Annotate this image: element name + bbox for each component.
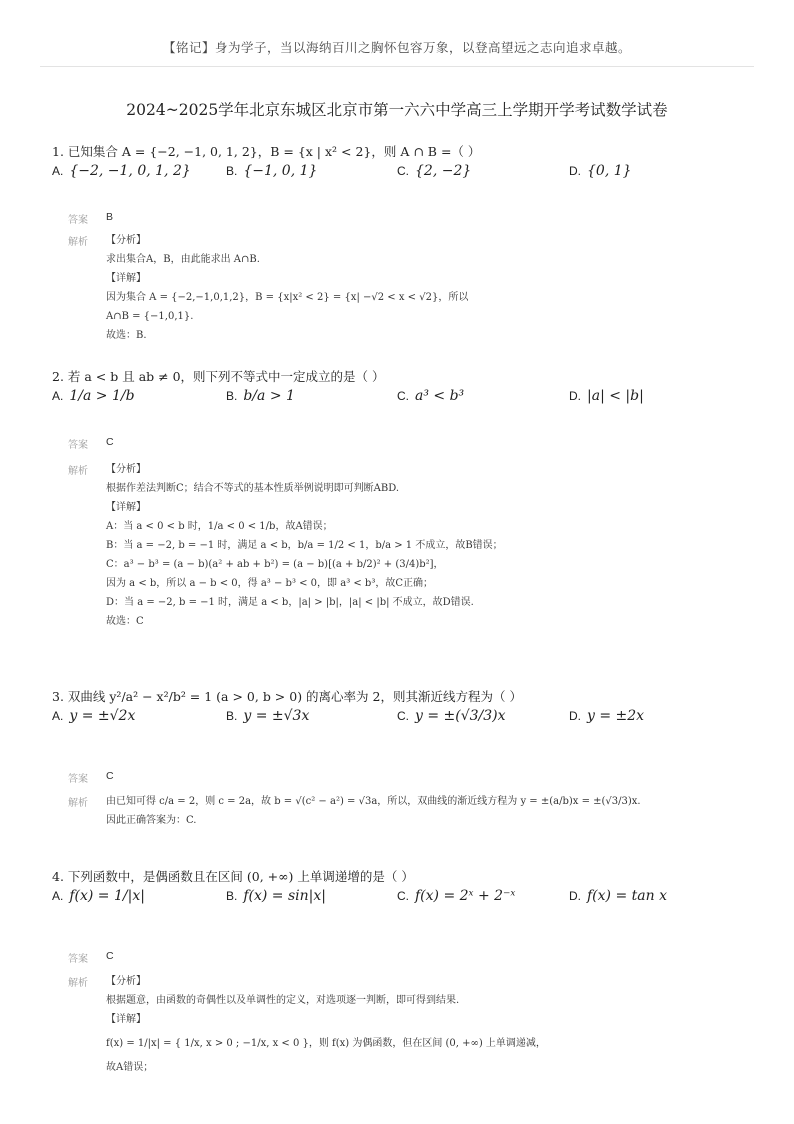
explanation (106, 792, 706, 830)
explanation (106, 972, 706, 1077)
question-1 (52, 143, 752, 341)
options-row (52, 163, 752, 203)
explanation-line: 【详解】 (106, 1014, 146, 1025)
explanation-line: C：a³ − b³ = (a − b)(a² + ab + b²) = (a − b)[(a + b/2)² + (3/4)b²]， (106, 559, 444, 570)
option-value: a³ < b³ (415, 388, 465, 404)
analysis-tag: 解析 (68, 237, 88, 248)
explanation (106, 460, 706, 631)
explanation-line: B：当 a = −2, b = −1 时，满足 a < b，b/a = 1/2 < 1，b/a > 1 不成立，故B错误； (106, 540, 503, 551)
option-a (52, 388, 135, 404)
option-value: 1/a > 1/b (69, 388, 135, 404)
explanation-line: 故选：C (106, 616, 144, 627)
header-divider (40, 66, 754, 67)
option-b (226, 708, 309, 724)
question-3 (52, 688, 752, 826)
option-value: y = ±(√3/3)x (415, 708, 506, 724)
explanation-line: 由已知可得 c/a = 2，则 c = 2a，故 b = √(c² − a²) = √3a，所以，双曲线的渐近线方程为 y = ±(a/b)x = ±(√3/3)x. (106, 796, 641, 807)
option-value: {0, 1} (587, 163, 632, 179)
option-label: D. (569, 164, 581, 178)
option-a (52, 708, 135, 724)
options-row (52, 388, 752, 428)
option-a (52, 888, 145, 904)
option-value: {2, −2} (415, 163, 472, 179)
explanation-line: 根据题意，由函数的奇偶性以及单调性的定义，对选项逐一判断，即可得到结果. (106, 995, 460, 1006)
question-stem: 4. 下列函数中，是偶函数且在区间 (0, +∞) 上单调递增的是（ ） (52, 869, 414, 884)
explanation-line: f(x) = 1/|x| = { 1/x, x > 0 ; −1/x, x < 0 }，则 f(x) 为偶函数，但在区间 (0, +∞) 上单调递减， (106, 1038, 546, 1049)
motto-banner: 【铭记】身为学子，当以海纳百川之胸怀包容万象，以登高望远之志向追求卓越。 (162, 40, 631, 55)
option-label: B. (226, 889, 238, 903)
explanation-line: 【分析】 (106, 976, 146, 987)
option-label: C. (397, 164, 409, 178)
options-row (52, 888, 752, 928)
option-c (397, 388, 464, 404)
explanation-line: A：当 a < 0 < b 时，1/a < 0 < 1/b，故A错误； (106, 521, 333, 532)
option-value: b/a > 1 (243, 388, 295, 404)
answer-tag: 答案 (68, 215, 88, 226)
option-label: B. (226, 164, 238, 178)
explanation-line: 故选：B. (106, 330, 147, 341)
question-stem: 1. 已知集合 A = {−2, −1, 0, 1, 2}，B = {x | x² < 2}，则 A ∩ B =（ ） (52, 144, 481, 159)
question-2 (52, 368, 752, 627)
option-value: y = ±√2x (69, 708, 136, 724)
explanation-line: 【详解】 (106, 273, 146, 284)
explanation (106, 231, 706, 345)
option-d (569, 388, 644, 404)
answer-value: B (106, 211, 114, 223)
option-a (52, 163, 191, 179)
option-label: C. (397, 389, 409, 403)
explanation-line: 【详解】 (106, 502, 146, 513)
question-stem: 3. 双曲线 y²/a² − x²/b² = 1 (a > 0, b > 0) 的离心率为 2，则其渐近线方程为（ ） (52, 689, 522, 704)
option-label: B. (226, 389, 238, 403)
answer-value: C (106, 950, 114, 962)
option-value: y = ±2x (587, 708, 645, 724)
explanation-line: 因为 a < b，所以 a − b < 0，得 a³ − b³ < 0，即 a³ < b³，故C正确； (106, 578, 433, 589)
answer-value: C (106, 436, 114, 448)
analysis-tag: 解析 (68, 978, 88, 989)
option-value: f(x) = sin|x| (243, 888, 326, 904)
option-d (569, 888, 667, 904)
option-label: A. (52, 889, 64, 903)
question-stem: 2. 若 a < b 且 ab ≠ 0，则下列不等式中一定成立的是（ ） (52, 369, 385, 384)
option-c (397, 163, 471, 179)
explanation-line: 因为集合 A = {−2,−1,0,1,2}，B = {x|x² < 2} = {x| −√2 < x < √2}，所以 (106, 292, 469, 303)
explanation-line: 求出集合A，B，由此能求出 A∩B. (106, 254, 260, 265)
option-c (397, 708, 506, 724)
option-label: D. (569, 389, 581, 403)
option-value: {−1, 0, 1} (243, 163, 318, 179)
option-label: B. (226, 709, 238, 723)
explanation-line: D：当 a = −2, b = −1 时，满足 a < b，|a| > |b|，|a| < |b| 不成立，故D错误. (106, 597, 474, 608)
option-value: y = ±√3x (243, 708, 310, 724)
option-label: D. (569, 889, 581, 903)
analysis-tag: 解析 (68, 798, 88, 809)
option-value: f(x) = tan x (587, 888, 667, 904)
option-d (569, 708, 644, 724)
answer-tag: 答案 (68, 440, 88, 451)
explanation-line: 【分析】 (106, 464, 146, 475)
explanation-line: 根据作差法判断C；结合不等式的基本性质举例说明即可判断ABD. (106, 483, 400, 494)
option-b (226, 888, 326, 904)
answer-value: C (106, 770, 114, 782)
option-value: f(x) = 2ˣ + 2⁻ˣ (415, 888, 516, 904)
option-label: C. (397, 709, 409, 723)
options-row (52, 708, 752, 748)
option-label: D. (569, 709, 581, 723)
explanation-line: A∩B = {−1,0,1}. (106, 311, 194, 322)
analysis-tag: 解析 (68, 466, 88, 477)
option-b (226, 388, 295, 404)
option-label: C. (397, 889, 409, 903)
explanation-line: 因此正确答案为：C. (106, 815, 197, 826)
option-value: |a| < |b| (587, 388, 644, 404)
option-label: A. (52, 164, 64, 178)
option-value: f(x) = 1/|x| (69, 888, 145, 904)
explanation-line: 故A错误； (106, 1062, 154, 1073)
option-c (397, 888, 515, 904)
answer-tag: 答案 (68, 774, 88, 785)
option-label: A. (52, 709, 64, 723)
answer-tag: 答案 (68, 954, 88, 965)
explanation-line: 【分析】 (106, 235, 146, 246)
option-b (226, 163, 317, 179)
option-value: {−2, −1, 0, 1, 2} (69, 163, 191, 179)
option-label: A. (52, 389, 64, 403)
question-4 (52, 868, 752, 1073)
exam-title: 2024~2025学年北京东城区北京市第一六六中学高三上学期开学考试数学试卷 (126, 101, 668, 119)
option-d (569, 163, 632, 179)
